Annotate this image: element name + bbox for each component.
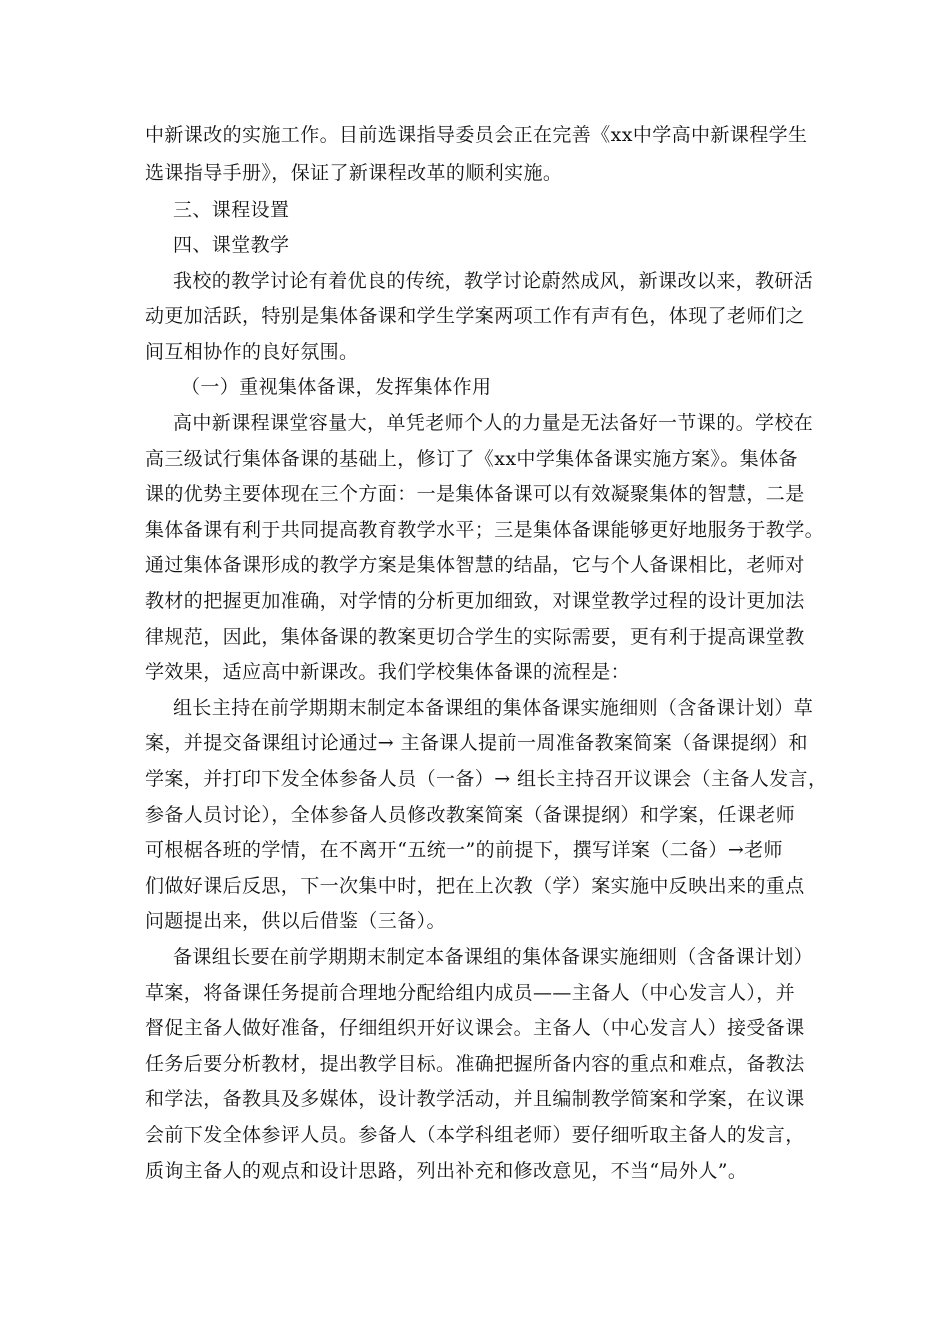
paragraph-line: 教材的把握更加准确，对学情的分析更加细致，对课堂教学过程的设计更加法: [145, 590, 805, 612]
paragraph-line: 中新课改的实施工作。目前选课指导委员会正在完善《xx中学高中新课程学生: [145, 124, 808, 146]
paragraph-line: 和学法，备教具及多媒体，设计教学活动，并且编制教学简案和学案，在议课: [145, 1088, 805, 1110]
paragraph-line: 高三级试行集体备课的基础上，修订了《xx中学集体备课实施方案》。集体备: [145, 448, 798, 470]
paragraph-line: 督促主备人做好准备，仔细组织开好议课会。主备人（中心发言人）接受备课: [145, 1017, 805, 1039]
paragraph-line: 学效果，适应高中新课改。我们学校集体备课的流程是：: [145, 661, 631, 683]
section-heading: 三、课程设置: [173, 199, 290, 221]
paragraph-line: 案，并提交备课组讨论通过→ 主备课人提前一周准备教案简案（备课提纲）和: [145, 732, 808, 754]
paragraph-line: 会前下发全体参评人员。参备人（本学科组老师）要仔细听取主备人的发言，: [145, 1124, 805, 1146]
paragraph-line: 集体备课有利于共同提高教育教学水平；三是集体备课能够更好地服务于教学。: [145, 519, 825, 541]
paragraph-line: 可根椐各班的学情，在不离开“五统一”的前提下，撰写详案（二备）→老师: [145, 839, 783, 861]
paragraph-line: 组长主持在前学期期末制定本备课组的集体备课实施细则（含备课计划）草: [173, 697, 814, 719]
paragraph-line: 草案，将备课任务提前合理地分配给组内成员——主备人（中心发言人），并: [145, 982, 796, 1004]
paragraph-line: 备课组长要在前学期期末制定本备课组的集体备课实施细则（含备课计划）: [173, 946, 814, 968]
paragraph-line: 间互相协作的良好氛围。: [145, 341, 359, 363]
paragraph-line: 课的优势主要体现在三个方面：一是集体备课可以有效凝聚集体的智慧，二是: [145, 483, 805, 505]
paragraph-line: 我校的教学讨论有着优良的传统，教学讨论蔚然成风，新课改以来，教研活: [173, 270, 814, 292]
paragraph-line: 学案，并打印下发全体参备人员（一备）→ 组长主持召开议课会（主备人发言，: [145, 768, 828, 790]
paragraph-line: 质询主备人的观点和设计思路，列出补充和修改意见，不当“局外人”。: [145, 1160, 748, 1182]
paragraph-line: 任务后要分析教材，提出教学目标。准确把握所备内容的重点和难点，备教法: [145, 1053, 805, 1075]
subsection-heading: （一）重视集体备课，发挥集体作用: [181, 376, 492, 398]
paragraph-line: 参备人员讨论），全体参备人员修改教案简案（备课提纲）和学案，任课老师: [145, 804, 796, 826]
paragraph-line: 动更加活跃，特别是集体备课和学生学案两项工作有声有色，体现了老师们之: [145, 305, 805, 327]
paragraph-line: 高中新课程课堂容量大，单凭老师个人的力量是无法备好一节课的。学校在: [173, 412, 814, 434]
paragraph-line: 选课指导手册》，保证了新课程改革的顺利实施。: [145, 162, 563, 184]
paragraph-line: 们做好课后反思，下一次集中时，把在上次教（学）案实施中反映出来的重点: [145, 875, 805, 897]
paragraph-line: 通过集体备课形成的教学方案是集体智慧的结晶，它与个人备课相比，老师对: [145, 554, 805, 576]
paragraph-line: 问题提出来，供以后借鉴（三备）。: [145, 910, 446, 932]
section-heading: 四、课堂教学: [173, 234, 290, 256]
paragraph-line: 律规范，因此，集体备课的教案更切合学生的实际需要，更有利于提高课堂教: [145, 626, 805, 648]
